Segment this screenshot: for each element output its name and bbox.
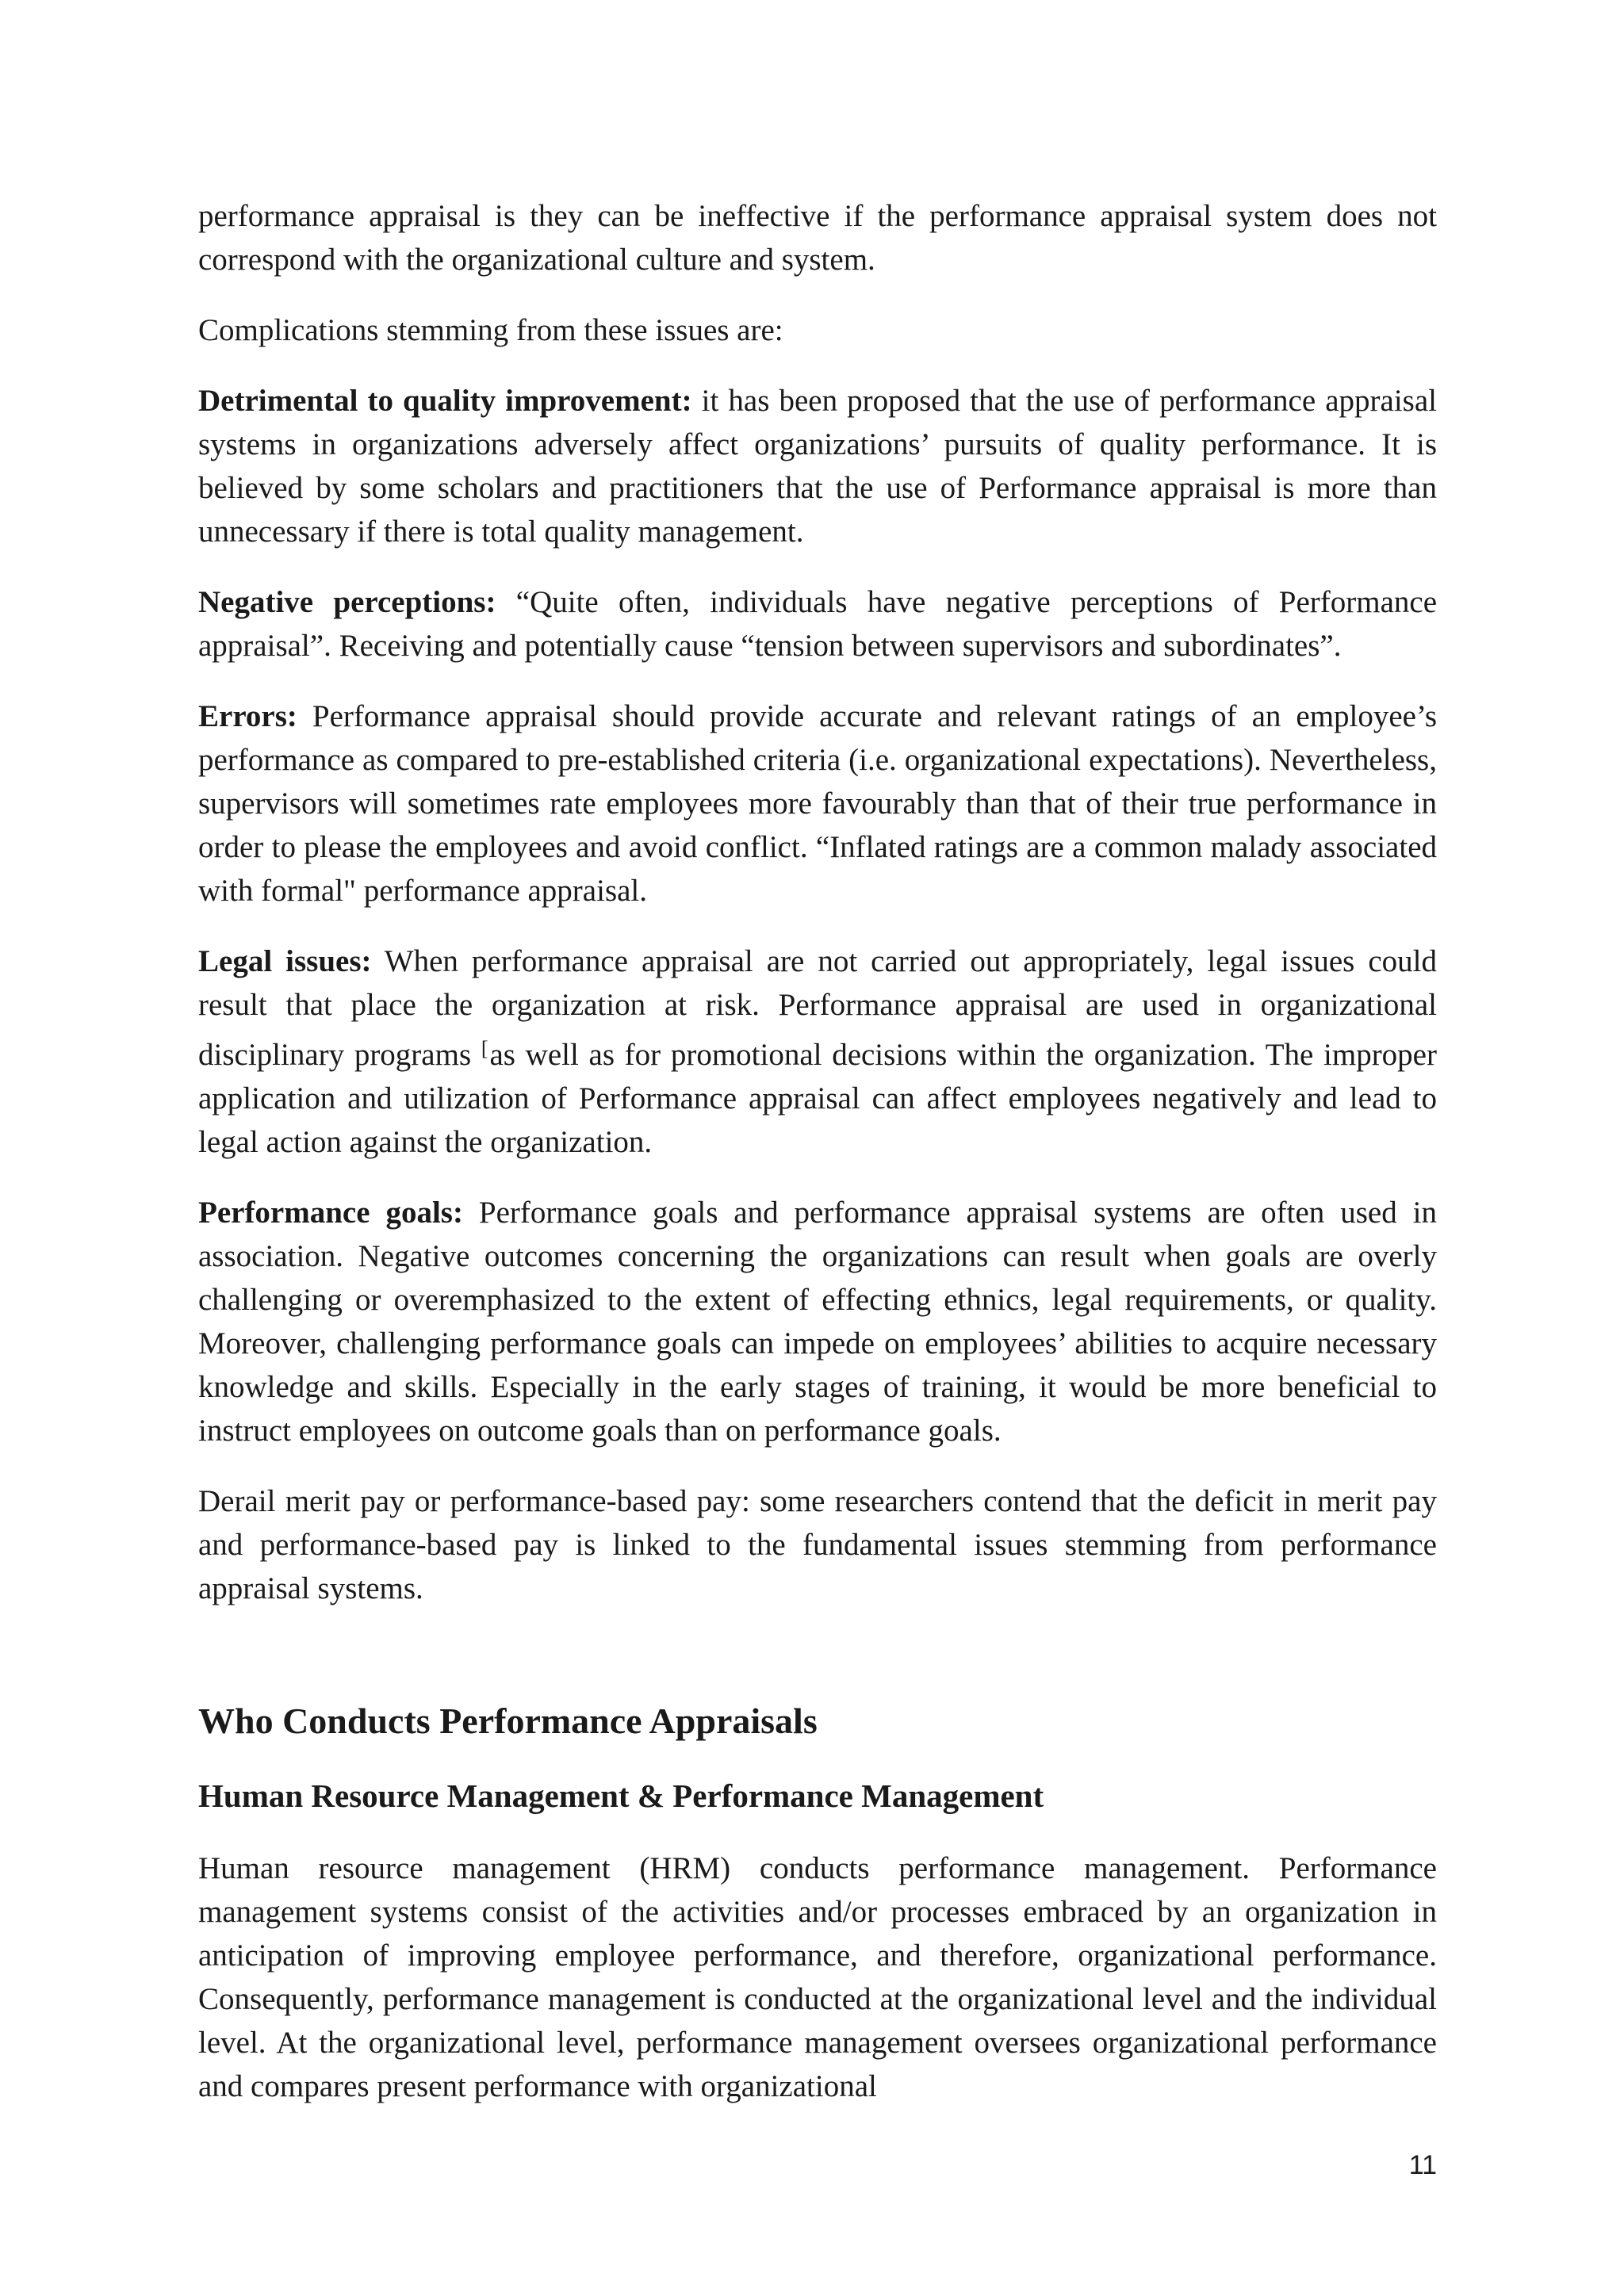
term-performance-goals: Performance goals: <box>198 1196 463 1230</box>
paragraph-complications: Complications stemming from these issues are: <box>198 313 783 347</box>
text-legal-issues-b: as well as for promotional decisions within the organization. The improper application and utilization of Performance appraisal can affect employees negatively and lead to legal action against the organization. <box>198 1038 1437 1159</box>
paragraph-merit-pay: Derail merit pay or performance-based pay: some researchers contend that the deficit in merit pay and performance-based pay is linked to the fundamental issues stemming from performance appraisal systems. <box>198 1484 1437 1605</box>
paragraph-quality-improvement <box>198 379 1437 553</box>
text-legal-issues-a: When performance appraisal are not carried out appropriately, legal issues could result that place the organization at risk. Performance appraisal are used in organizational disciplinary programs <box>198 944 1437 1072</box>
document-page <box>198 194 1437 2135</box>
text-performance-goals: Performance goals and performance appraisal systems are often used in association. Negative outcomes concerning the organizations can result when goals are overly challenging or overemphasized to the extent of effecting ethnics, legal requirements, or quality. Moreover, challenging performance goals can impede on employees’ abilities to acquire necessary knowledge and skills. Especially in the early stages of training, it would be more beneficial to instruct employees on outcome goals than on performance goals. <box>198 1196 1437 1448</box>
term-quality-improvement: Detrimental to quality improvement: <box>198 384 692 418</box>
term-negative-perceptions: Negative perceptions: <box>198 585 496 619</box>
text-errors: Performance appraisal should provide accurate and relevant ratings of an employee’s performance as compared to pre-established criteria (i.e. organizational expectations). Nevertheless, supervisors will sometimes rate employees more favourably than that of their true performance in order to please the employees and avoid conflict. “Inflated ratings are a common malady associated with formal" performance appraisal. <box>198 699 1437 908</box>
paragraph-legal-issues <box>198 939 1437 1164</box>
paragraph-intro: performance appraisal is they can be ineffective if the performance appraisal system does not correspond with the organizational culture and system. <box>198 199 1437 277</box>
page-number: 11 <box>1408 2150 1437 2180</box>
paragraph-performance-goals <box>198 1191 1437 1452</box>
paragraph-errors <box>198 695 1437 913</box>
text-quality-improvement: it has been proposed that the use of performance appraisal systems in organizations adversely affect organizations’ pursuits of quality performance. It is believed by some scholars and practitioners that the use of Performance appraisal is more than unnecessary if there is total quality management. <box>198 384 1437 549</box>
citation-marker: [ <box>481 1037 488 1060</box>
section-heading: Who Conducts Performance Appraisals <box>198 1701 818 1741</box>
term-legal-issues: Legal issues: <box>198 944 372 978</box>
text-negative-perceptions: “Quite often, individuals have negative perceptions of Performance appraisal”. Receiving and potentially cause “tension between supervisors and subordinates”. <box>198 585 1438 663</box>
paragraph-negative-perceptions <box>198 580 1437 668</box>
subsection-heading: Human Resource Management & Performance Management <box>198 1777 1044 1814</box>
term-errors: Errors: <box>198 699 297 733</box>
paragraph-hrm: Human resource management (HRM) conducts performance management. Performance management systems consist of the activities and/or processes embraced by an organization in anticipation of improving employee performance, and therefore, organizational performance. Consequently, performance management is conducted at the organizational level and the individual level. At the organizational level, performance management oversees organizational performance and compares present performance with organizational <box>198 1851 1437 2103</box>
